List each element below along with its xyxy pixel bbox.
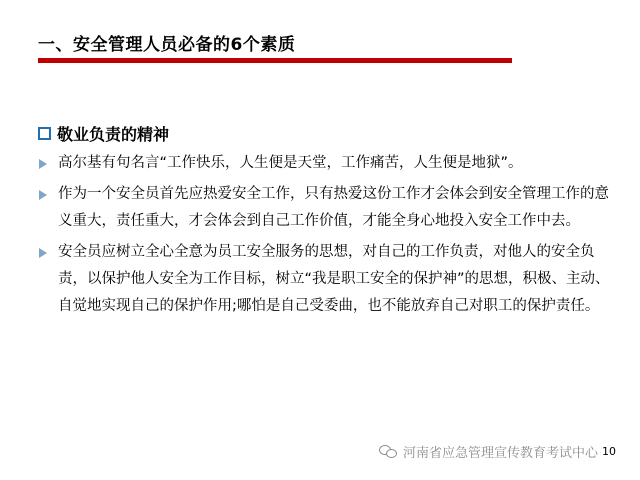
arrow-bullet-icon (39, 248, 47, 258)
section-heading (38, 122, 169, 145)
arrow-bullet-icon (39, 159, 47, 169)
slide-title: 一、安全管理人员必备的6个素质 (38, 35, 296, 55)
footer-text: 河南省应急管理宣传教育考试中心 (402, 446, 598, 461)
page-number: 10 (602, 445, 616, 458)
bullet-list (38, 150, 614, 320)
wechat-icon (379, 445, 397, 459)
section-label: 敬业负责的精神 (57, 125, 170, 144)
square-bullet-icon (38, 127, 51, 140)
bullet-text: 安全员应树立全心全意为员工安全服务的思想，对自己的工作负责，对他人的安全负责，以保护他人安全为工作目标，树立“我是职工安全的保护神”的思想，积极、主动、自觉地实现自己的保护作用;哪怕是自己受委曲，也不能放弃自己对职工的保护责任。 (58, 244, 610, 314)
bullet-item (38, 181, 614, 235)
bullet-text: 作为一个安全员首先应热爱安全工作，只有热爱这份工作才会体会到安全管理工作的意义重大，责任重大，才会体会到自己工作价值，才能全身心地投入安全工作中去。 (58, 186, 609, 229)
title-underline (38, 58, 512, 63)
arrow-bullet-icon (39, 190, 47, 200)
bullet-item (38, 239, 614, 320)
footer-watermark (379, 442, 616, 461)
bullet-text: 高尔基有句名言“工作快乐，人生便是天堂，工作痛苦，人生便是地狱”。 (58, 155, 523, 171)
bullet-item (38, 150, 614, 177)
